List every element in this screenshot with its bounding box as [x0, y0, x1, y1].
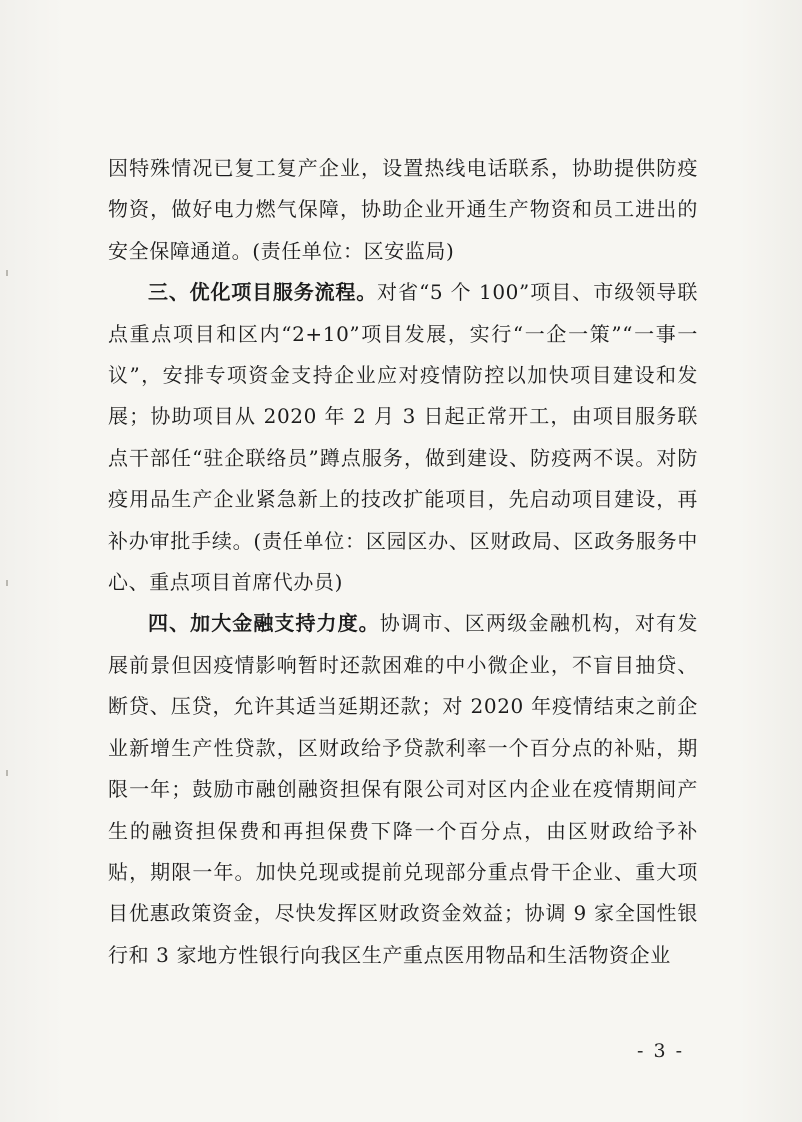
paragraph-text: 因特殊情况已复工复产企业，设置热线电话联系，协助提供防疫物资，做好电力燃气保障，协助企业开通生产物资和员工进出的安全保障通道。(责任单位：区安监局)	[108, 156, 698, 263]
section-heading-4: 四、加大金融支持力度。	[148, 611, 380, 636]
scan-edge-mark	[6, 580, 8, 586]
section-heading-3: 三、优化项目服务流程。	[148, 280, 378, 305]
scan-edge-mark	[6, 270, 8, 276]
paragraph-continuation	[108, 148, 698, 272]
paragraph-section-4	[108, 603, 698, 976]
scan-edge-mark	[6, 770, 8, 776]
paragraph-text: 对省“5 个 100”项目、市级领导联点重点项目和区内“2+10”项目发展，实行“一企一策”“一事一议”，安排专项资金支持企业应对疫情防控以加快项目建设和发展；协助项目从 2020 年 2 月 3 日起正常开工，由项目服务联点干部任“驻企联络员”蹲点服务，做到建设、防疫两不误。对防疫用品生产企业紧急新上的技改扩能项目，先启动项目建设，再补办审批手续。(责任单位：区园区办、区财政局、区政务服务中心、重点项目首席代办员)	[108, 280, 698, 595]
paragraph-section-3	[108, 272, 698, 603]
page-number: - 3 -	[636, 1040, 684, 1062]
document-body	[108, 148, 698, 976]
paragraph-text: 协调市、区两级金融机构，对有发展前景但因疫情影响暂时还款困难的中小微企业，不盲目抽贷、断贷、压贷，允许其适当延期还款；对 2020 年疫情结束之前企业新增生产性贷款，区财政给予贷款利率一个百分点的补贴，期限一年；鼓励市融创融资担保有限公司对区内企业在疫情期间产生的融资担保费和再担保费下降一个百分点，由区财政给予补贴，期限一年。加快兑现或提前兑现部分重点骨干企业、重大项目优惠政策资金，尽快发挥区财政资金效益；协调 9 家全国性银行和 3 家地方性银行向我区生产重点医用物品和生活物资企业	[108, 611, 698, 967]
